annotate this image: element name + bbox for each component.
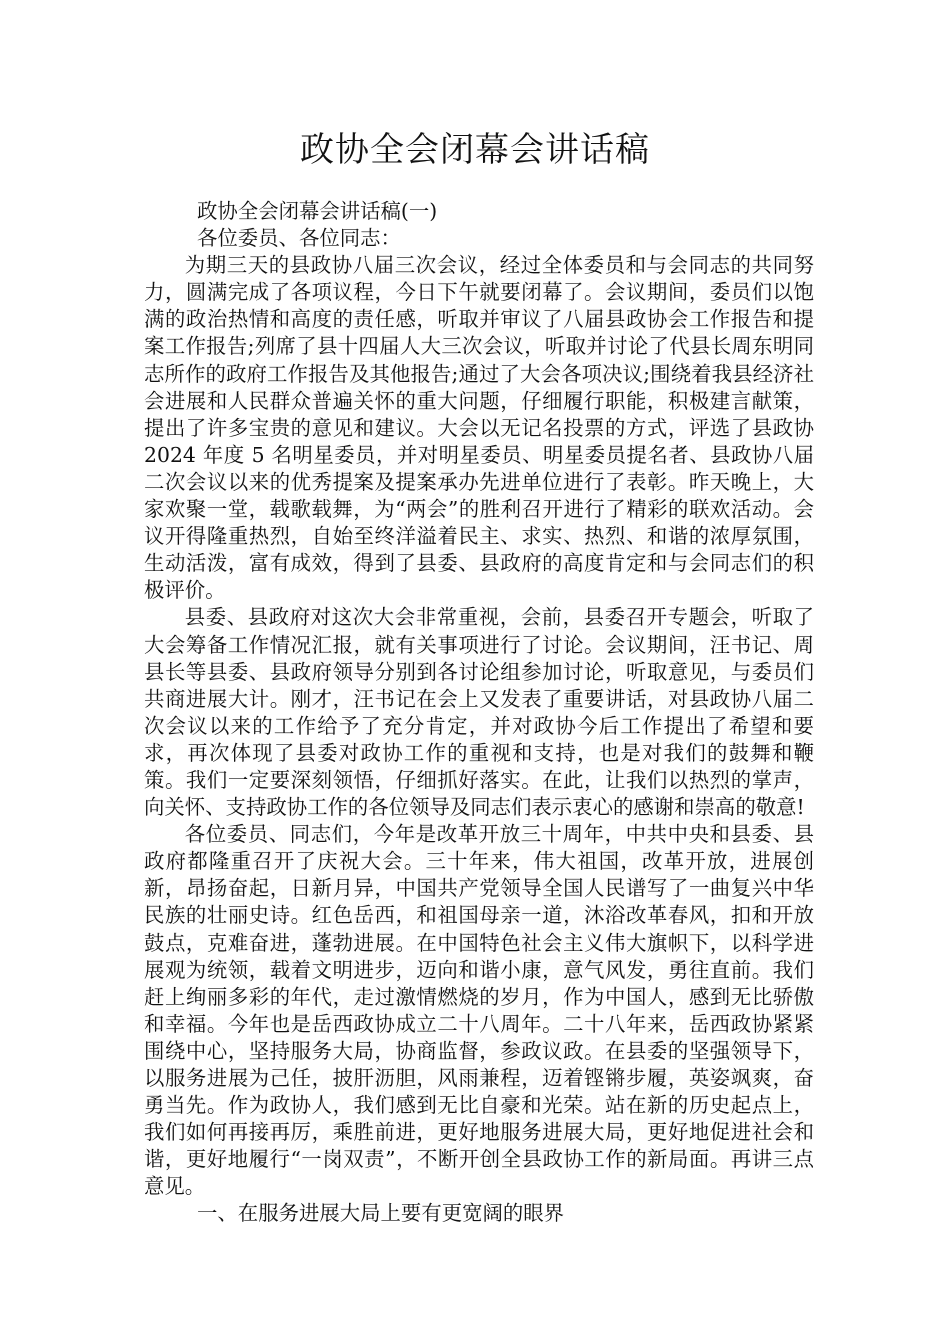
body-paragraph-2: 县委、县政府对这次大会非常重视，会前，县委召开专题会，听取了大会筹备工作情况汇报，就有关事项进行了讨论。会议期间，汪书记、周县长等县委、县政府领导分别到各讨论组参加讨论，听取意见，与委员们共商进展大计。刚才，汪书记在会上又发表了重要讲话，对县政协八届二次会议以来的工作给予了充分肯定，并对政协今后工作提出了希望和要求，再次体现了县委对政协工作的重视和支持，也是对我们的鼓舞和鞭策。我们一定要深刻领悟，仔细抓好落实。在此，让我们以热烈的掌声，向关怀、支持政协工作的各位领导及同志们表示衷心的感谢和崇高的敬意!	[144, 605, 814, 820]
document-title: 政协全会闭幕会讲话稿	[300, 130, 650, 170]
body-paragraph-3: 各位委员、同志们，今年是改革开放三十周年，中共中央和县委、县政府都隆重召开了庆祝大会。三十年来，伟大祖国，改革开放，进展创新，昂扬奋起，日新月异，中国共产党领导全国人民谱写了一曲复兴中华民族的壮丽史诗。红色岳西，和祖国母亲一道，沐浴改革春风，扣和开放鼓点，克难奋进，蓬勃进展。在中国特色社会主义伟大旗帜下，以科学进展观为统领，载着文明进步，迈向和谐小康，意气风发，勇往直前。我们赶上绚丽多彩的年代，走过激情燃烧的岁月，作为中国人，感到无比骄傲和幸福。今年也是岳西政协成立二十八周年。二十八年来，岳西政协紧紧围绕中心，坚持服务大局，协商监督，参政议政。在县委的坚强领导下，以服务进展为己任，披肝沥胆，风雨兼程，迈着铿锵步履，英姿飒爽，奋勇当先。作为政协人，我们感到无比自豪和光荣。站在新的历史起点上，我们如何再接再厉，乘胜前进，更好地服务进展大局，更好地促进社会和谐，更好地履行“一岗双责”，不断开创全县政协工作的新局面。再讲三点意见。	[144, 822, 814, 1199]
document-body	[144, 198, 814, 1228]
salutation: 各位委员、各位同志：	[197, 226, 401, 251]
body-paragraph-1: 为期三天的县政协八届三次会议，经过全体委员和与会同志的共同努力，圆满完成了各项议程，今日下午就要闭幕了。会议期间，委员们以饱满的政治热情和高度的责任感，听取并审议了八届县政协会工作报告和提案工作报告;列席了县十四届人大三次会议，听取并讨论了代县长周东明同志所作的政府工作报告及其他报告;通过了大会各项决议;围绕着我县经济社会进展和人民群众普遍关怀的重大问题，仔细履行职能，积极建言献策，提出了许多宝贵的意见和建议。大会以无记名投票的方式，评选了县政协 2024 年度 5 名明星委员，并对明星委员、明星委员提名者、县政协八届二次会议以来的优秀提案及提案承办先进单位进行了表彰。昨天晚上，大家欢聚一堂，载歌载舞，为“两会”的胜利召开进行了精彩的联欢活动。会议开得隆重热烈，自始至终洋溢着民主、求实、热烈、和谐的浓厚氛围，生动活泼，富有成效，得到了县委、县政府的高度肯定和与会同志们的积极评价。	[144, 253, 814, 603]
document-subtitle: 政协全会闭幕会讲话稿(一)	[197, 199, 438, 223]
section-heading: 一、在服务进展大局上要有更宽阔的眼界	[197, 1201, 565, 1226]
